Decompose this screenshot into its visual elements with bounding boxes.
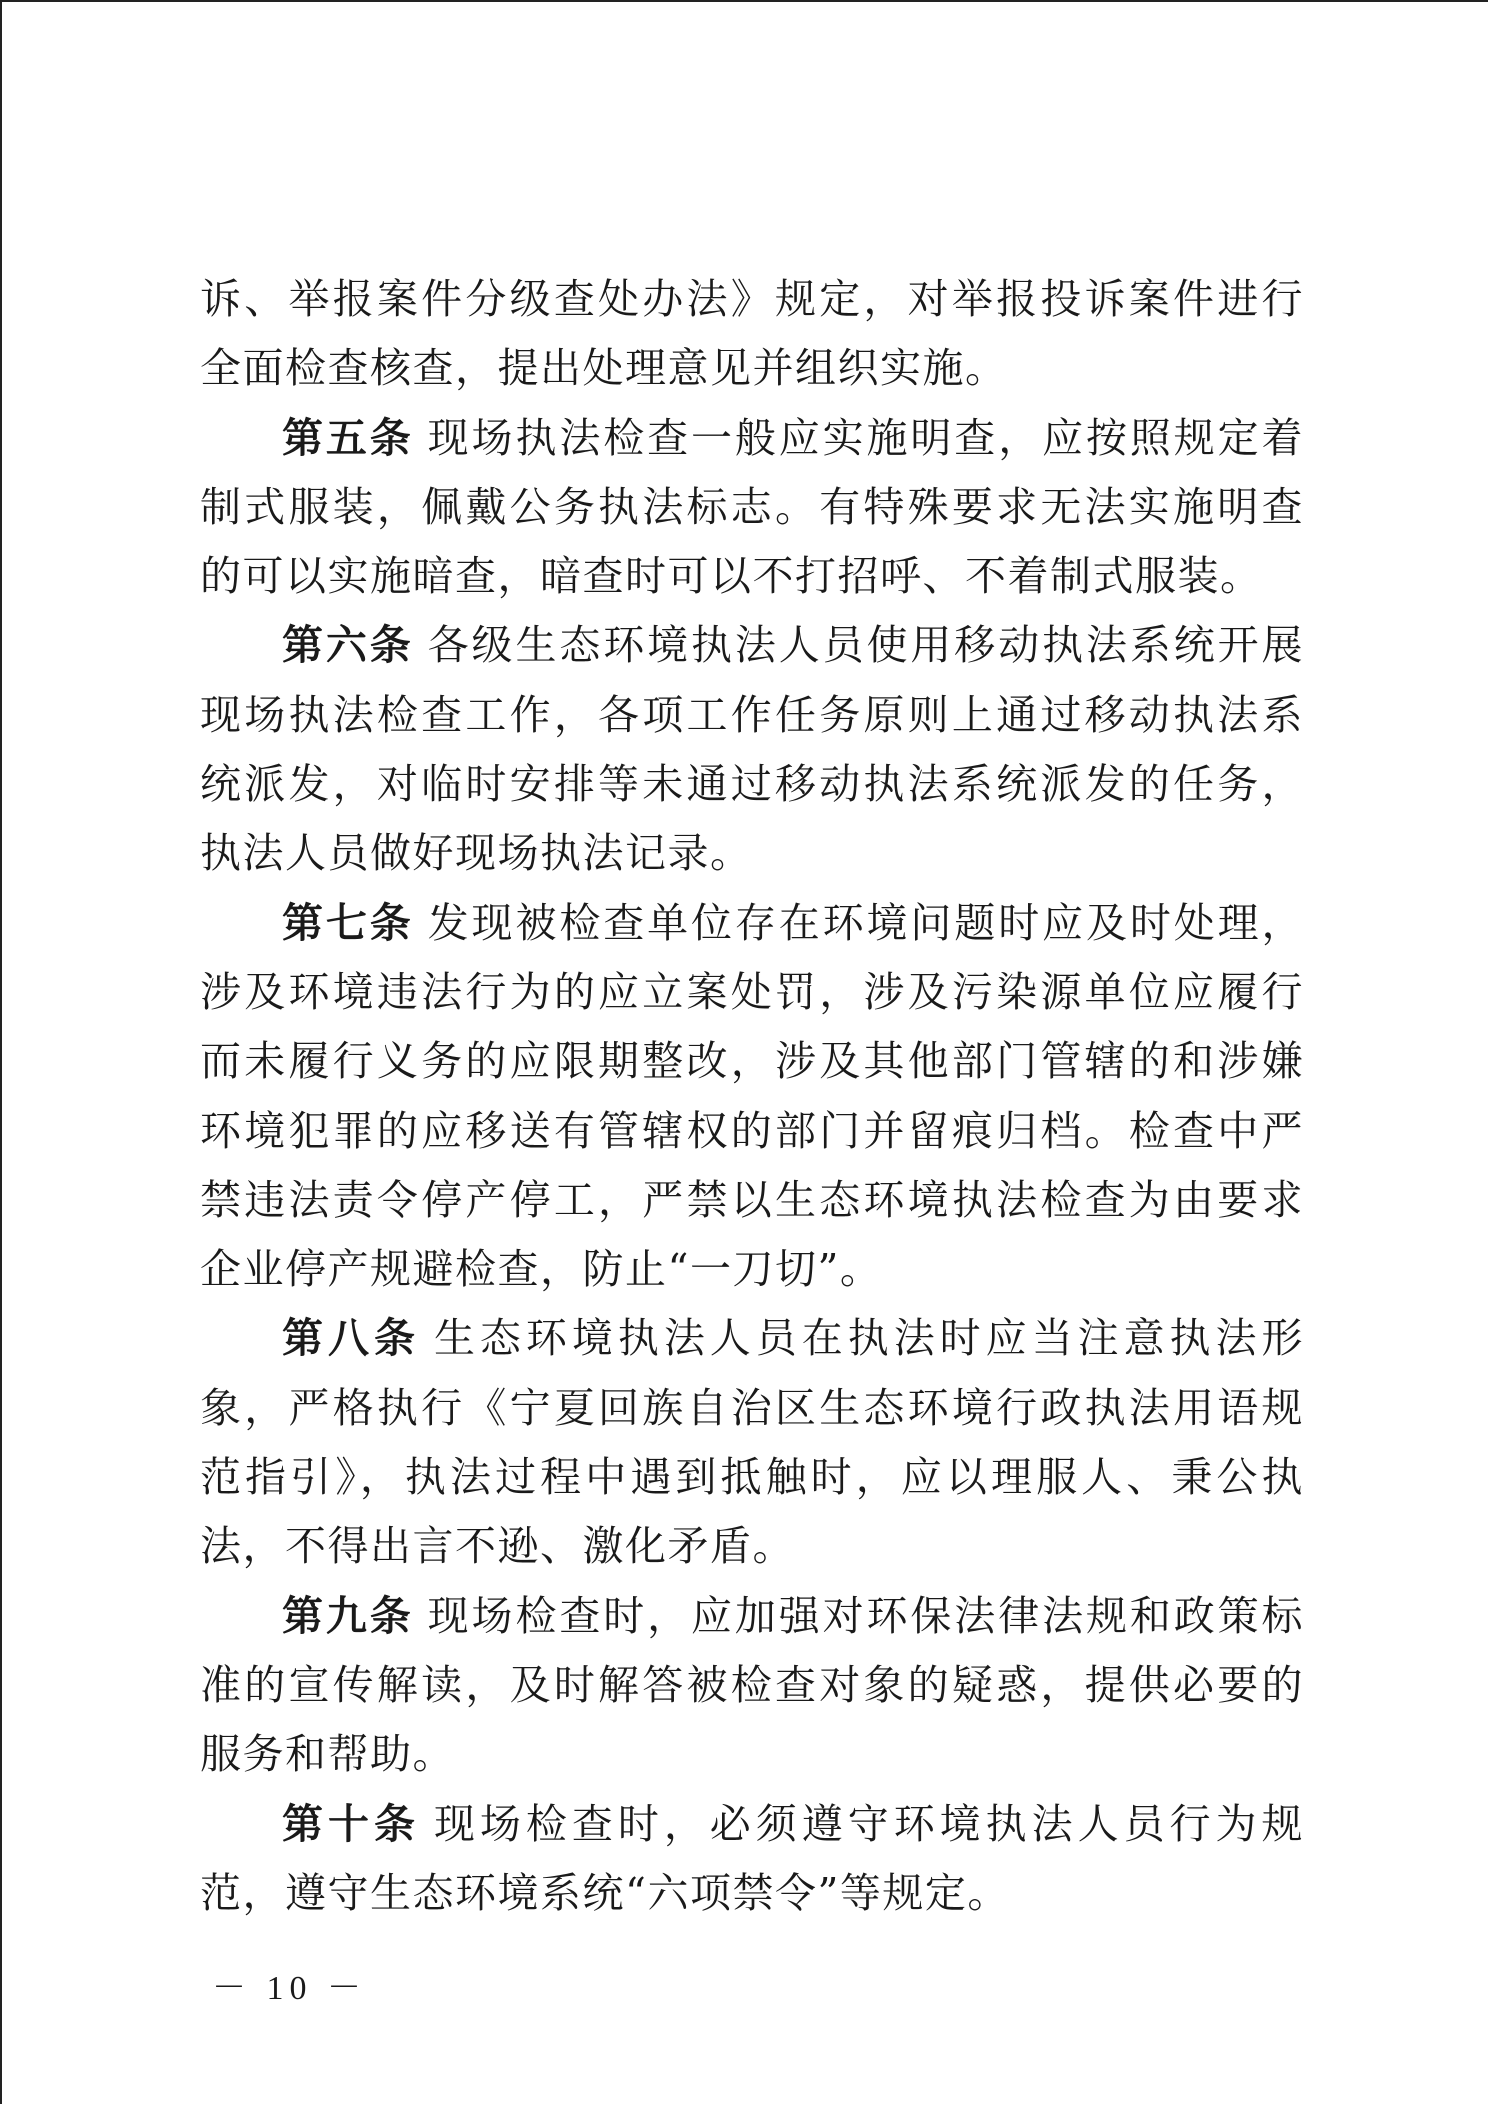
article-7 [200, 889, 1304, 1305]
article-text: 现场检查时，应加强对环保法律法规和政策标准的宣传解读，及时解答被检查对象的疑惑，提供必要的服务和帮助。 [200, 1591, 1305, 1779]
article-heading: 第六条 [282, 621, 414, 670]
article-8 [200, 1304, 1304, 1581]
article-text: 现场执法检查一般应实施明查，应按照规定着制式服装，佩戴公务执法标志。有特殊要求无法实施明查的可以实施暗查，暗查时可以不打招呼、不着制式服装。 [200, 413, 1305, 601]
page-number: － 10 － [212, 1970, 367, 2007]
article-10 [200, 1790, 1304, 1929]
article-heading: 第九条 [282, 1591, 414, 1640]
paragraph-continuation [200, 265, 1304, 404]
article-heading: 第五条 [282, 413, 414, 462]
article-text: 发现被检查单位存在环境问题时应及时处理，涉及环境违法行为的应立案处罚，涉及污染源单位应履行而未履行义务的应限期整改，涉及其他部门管辖的和涉嫌环境犯罪的应移送有管辖权的部门并留痕归档。检查中严禁违法责令停产停工，严禁以生态环境执法检查为由要求企业停产规避检查，防止“一刀切”。 [200, 898, 1305, 1294]
paragraph-text: 诉、举报案件分级查处办法》规定，对举报投诉案件进行全面检查核查，提出处理意见并组织实施。 [200, 275, 1304, 393]
article-9 [200, 1582, 1304, 1790]
article-6 [200, 611, 1304, 888]
article-text: 各级生态环境执法人员使用移动执法系统开展现场执法检查工作，各项工作任务原则上通过移动执法系统派发，对临时安排等未通过移动执法系统派发的任务，执法人员做好现场执法记录。 [200, 621, 1305, 878]
article-heading: 第七条 [282, 898, 414, 947]
article-heading: 第八条 [282, 1314, 420, 1363]
article-5 [200, 404, 1304, 612]
article-text: 现场检查时，必须遵守环境执法人员行为规范，遵守生态环境系统“六项禁令”等规定。 [200, 1799, 1305, 1917]
document-body [200, 265, 1304, 1928]
article-heading: 第十条 [282, 1799, 420, 1848]
article-text: 生态环境执法人员在执法时应当注意执法形象，严格执行《宁夏回族自治区生态环境行政执法用语规范指引》，执法过程中遇到抵触时，应以理服人、秉公执法，不得出言不逊、激化矛盾。 [200, 1314, 1305, 1571]
